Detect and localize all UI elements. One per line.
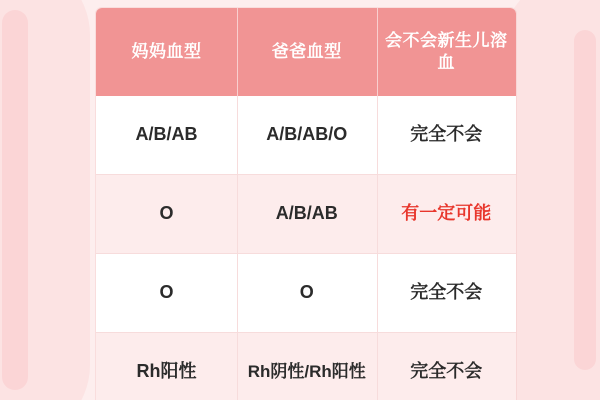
column-header-mother: 妈妈血型	[96, 8, 237, 96]
table-row	[96, 254, 516, 333]
cell-mother-blood-type: A/B/AB	[96, 96, 237, 175]
cell-father-blood-type: A/B/AB/O	[237, 96, 376, 175]
cell-mother-blood-type: O	[96, 254, 237, 333]
decorative-bar-right	[574, 30, 596, 370]
table-row	[96, 333, 516, 400]
cell-hemolysis-result: 有一定可能	[377, 175, 517, 254]
table-body	[96, 96, 516, 400]
table-row	[96, 175, 516, 254]
table-header-row	[96, 8, 516, 96]
column-header-father: 爸爸血型	[237, 8, 376, 96]
cell-hemolysis-result: 完全不会	[377, 96, 517, 175]
decorative-bar-left	[2, 10, 28, 390]
cell-mother-blood-type: O	[96, 175, 237, 254]
cell-mother-blood-type: Rh阳性	[96, 333, 237, 400]
cell-father-blood-type: A/B/AB	[237, 175, 376, 254]
cell-father-blood-type: O	[237, 254, 376, 333]
column-header-result: 会不会新生儿溶血	[377, 8, 517, 96]
table-row	[96, 96, 516, 175]
cell-hemolysis-result: 完全不会	[377, 333, 517, 400]
blood-type-card	[96, 8, 516, 400]
cell-father-blood-type: Rh阴性/Rh阳性	[237, 333, 376, 400]
blood-compatibility-table	[96, 8, 516, 400]
cell-hemolysis-result: 完全不会	[377, 254, 517, 333]
table-header	[96, 8, 516, 96]
